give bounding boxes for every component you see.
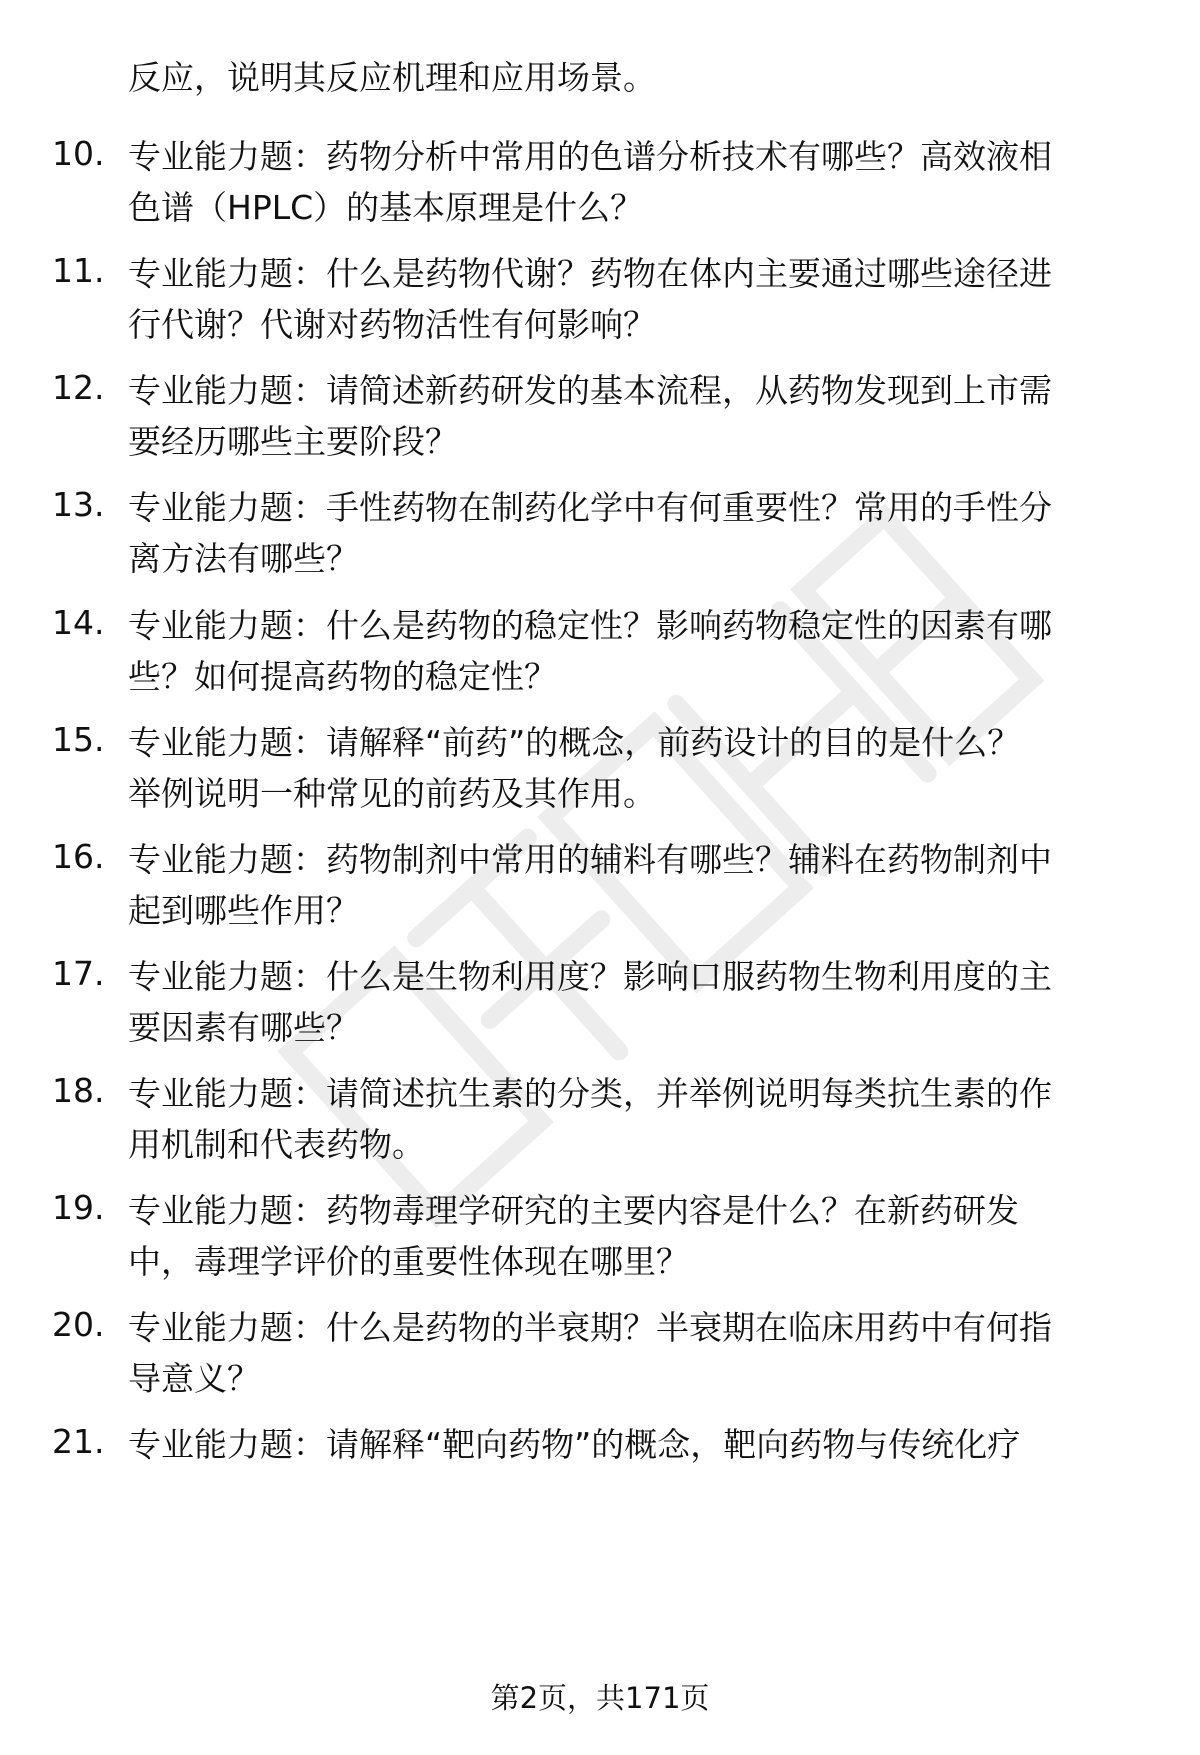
item-text: [128, 951, 1138, 1053]
item-number: 14.: [52, 603, 105, 642]
item-number: 15.: [52, 720, 105, 759]
item-number: 13.: [52, 485, 105, 524]
item-text-line: 专业能力题：手性药物在制药化学中有何重要性？常用的手性分: [128, 488, 1052, 527]
item-text-line: 要因素有哪些？: [128, 1008, 359, 1047]
item-text-line: 专业能力题：请简述抗生素的分类，并举例说明每类抗生素的作: [128, 1074, 1052, 1113]
item-text: [128, 1185, 1138, 1287]
item-number: 11.: [52, 251, 105, 290]
item-text: [128, 131, 1138, 233]
item-number: 19.: [52, 1188, 105, 1227]
item-text: [128, 600, 1138, 702]
item-text: [128, 248, 1138, 350]
item-text-line: 专业能力题：什么是药物的半衰期？半衰期在临床用药中有何指: [128, 1308, 1052, 1347]
item-number: 10.: [52, 134, 105, 173]
item-text: [128, 365, 1138, 467]
item-text-line: 专业能力题：什么是药物的稳定性？影响药物稳定性的因素有哪: [128, 606, 1052, 645]
item-text-line: 行代谢？代谢对药物活性有何影响？: [128, 305, 656, 344]
item-text-line: 专业能力题：药物制剂中常用的辅料有哪些？辅料在药物制剂中: [128, 840, 1052, 879]
page-footer: 第2页，共171页: [490, 1681, 710, 1715]
item-text-line: 专业能力题：药物分析中常用的色谱分析技术有哪些？高效液相: [128, 137, 1052, 176]
item-text-line: 专业能力题：请解释“靶向药物”的概念，靶向药物与传统化疗: [128, 1425, 1021, 1464]
item-text-line: 用机制和代表药物。: [128, 1125, 425, 1164]
item-text-line: 导意义？: [128, 1359, 260, 1398]
item-text-line: 专业能力题：请解释“前药”的概念，前药设计的目的是什么？: [128, 723, 1021, 762]
item-number: 12.: [52, 368, 105, 407]
item-text: [128, 1302, 1138, 1404]
item-number: 16.: [52, 837, 105, 876]
item-text: [128, 1419, 1138, 1470]
item-number: 20.: [52, 1305, 105, 1344]
item-number: 21.: [52, 1422, 105, 1461]
item-text-line: 中，毒理学评价的重要性体现在哪里？: [128, 1242, 689, 1281]
item-text: [128, 1068, 1138, 1170]
continuation-text: 反应，说明其反应机理和应用场景。: [128, 58, 656, 97]
item-text: [128, 717, 1138, 819]
item-text-line: 举例说明一种常见的前药及其作用。: [128, 774, 656, 813]
item-text-line: 离方法有哪些？: [128, 539, 359, 578]
item-text-line: 专业能力题：什么是生物利用度？影响口服药物生物利用度的主: [128, 957, 1052, 996]
item-text-line: 专业能力题：什么是药物代谢？药物在体内主要通过哪些途径进: [128, 254, 1052, 293]
item-text-line: 专业能力题：请简述新药研发的基本流程，从药物发现到上市需: [128, 371, 1052, 410]
item-text-line: 要经历哪些主要阶段？: [128, 422, 458, 461]
item-number: 17.: [52, 954, 105, 993]
item-text-line: 起到哪些作用？: [128, 891, 359, 930]
item-text: [128, 482, 1138, 584]
item-text-line: 色谱（HPLC）的基本原理是什么？: [128, 188, 644, 227]
item-text-line: 专业能力题：药物毒理学研究的主要内容是什么？在新药研发: [128, 1191, 1019, 1230]
item-text-line: 些？如何提高药物的稳定性？: [128, 657, 557, 696]
item-number: 18.: [52, 1071, 105, 1110]
item-text: [128, 834, 1138, 936]
